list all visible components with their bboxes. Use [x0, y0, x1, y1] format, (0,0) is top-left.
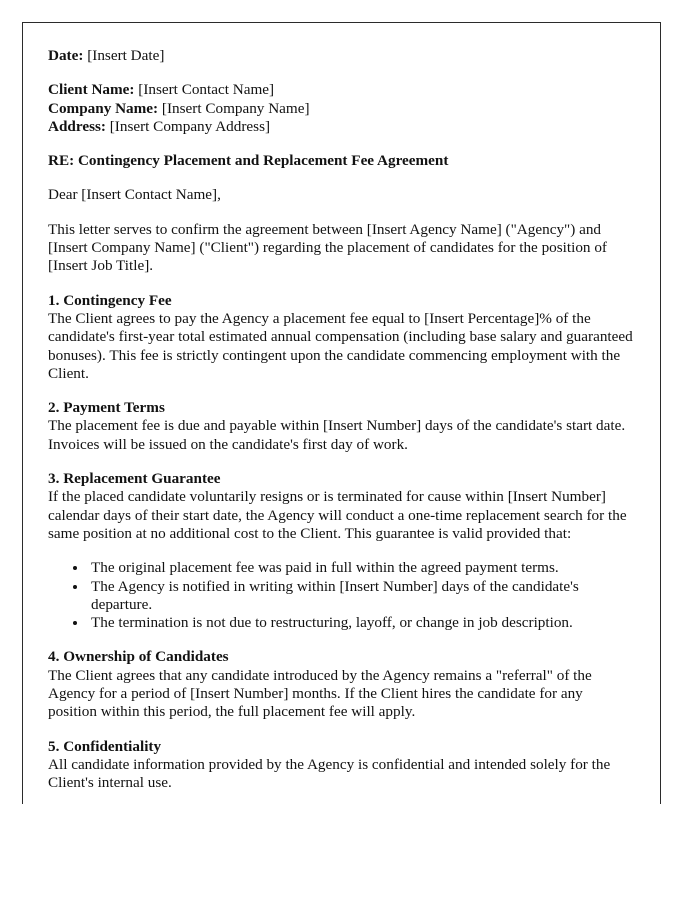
date-block: [48, 47, 634, 65]
company-name-label: Company Name:: [48, 99, 159, 117]
section-body: The Client agrees that any candidate introduced by the Agency remains a "referral" of the Agency for a period of [Insert Number] months. If the Client hires the candidate for any position within this period, the full placement fee will apply.: [48, 666, 592, 721]
section-body: All candidate information provided by the Agency is confidential and intended solely for the Client's internal use.: [48, 755, 611, 792]
client-name-line: [48, 81, 634, 99]
client-name-value: [Insert Contact Name]: [138, 81, 275, 99]
address-value: [Insert Company Address]: [109, 117, 271, 135]
section-heading: 4. Ownership of Candidates: [48, 648, 229, 666]
section-body: The Client agrees to pay the Agency a placement fee equal to [Insert Percentage]% of the candidate's first-year total estimated annual compensation (including base salary and guaranteed bonuses). This fee is strictly contingent upon the candidate commencing employment with the Client.: [48, 309, 633, 382]
intro-paragraph: [48, 221, 634, 276]
section-ownership-of-candidates: [48, 648, 634, 721]
date-label: Date:: [48, 47, 84, 64]
client-name-label: Client Name:: [48, 81, 135, 99]
list-item: • The Agency is notified in writing within [Insert Number] days of the candidate's departure.: [88, 578, 634, 615]
section-payment-terms: [48, 399, 634, 454]
section-heading: 1. Contingency Fee: [48, 291, 172, 309]
section-heading: 3. Replacement Guarantee: [48, 470, 221, 488]
company-name-line: [48, 100, 634, 118]
list-item: • The termination is not due to restructuring, layoff, or change in job description.: [88, 614, 634, 632]
address-line: [48, 118, 634, 136]
recipient-block: [48, 81, 634, 136]
list-item: • The original placement fee was paid in full within the agreed payment terms.: [88, 559, 634, 577]
guarantee-conditions-list: [48, 559, 634, 632]
date-line: [48, 47, 634, 65]
section-body: If the placed candidate voluntarily resigns or is terminated for cause within [Insert Number] calendar days of their start date, the Agency will conduct a one-time replacement search for the same position at no additional cost to the Client. This guarantee is valid provided that:: [48, 488, 627, 542]
section-heading: 5. Confidentiality: [48, 737, 162, 755]
subject-line: RE: Contingency Placement and Replacement Fee Agreement: [48, 152, 449, 170]
section-replacement-guarantee: [48, 470, 634, 543]
section-contingency-fee: [48, 292, 634, 383]
date-value: [Insert Date]: [87, 47, 165, 64]
company-name-value: [Insert Company Name]: [161, 99, 310, 117]
section-body: The placement fee is due and payable within [Insert Number] days of the candidate's start date. Invoices will be issued on the candidate's first day of work.: [48, 417, 626, 453]
address-label: Address:: [48, 117, 106, 135]
intro-paragraph-text: This letter serves to confirm the agreement between [Insert Agency Name] ("Agency") and [Insert Company Name] ("Client") regarding the placement of candidates for the position of [Insert Job Title].: [48, 220, 607, 275]
section-heading: 2. Payment Terms: [48, 399, 165, 417]
section-confidentiality: [48, 738, 634, 793]
document-body: [23, 23, 660, 793]
salutation: Dear [Insert Contact Name],: [48, 186, 221, 204]
document-page: [22, 22, 661, 804]
